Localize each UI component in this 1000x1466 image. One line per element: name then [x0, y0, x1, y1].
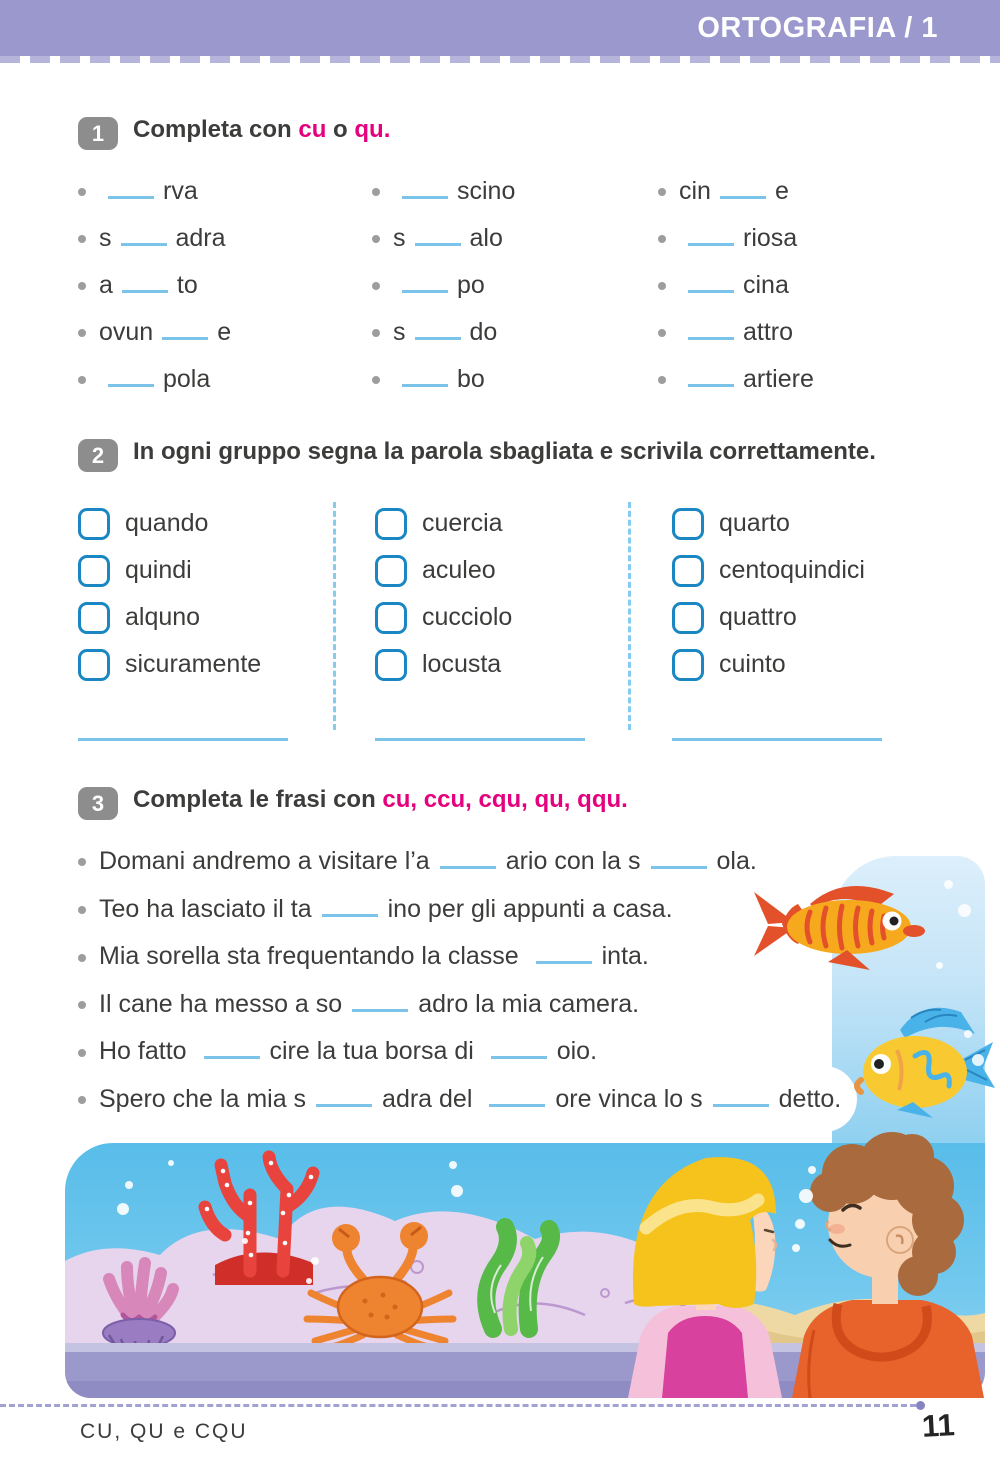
footer-topic: CU, QU e CQU [80, 1420, 248, 1443]
word-text: e [774, 177, 789, 205]
answer-blank[interactable] [352, 1004, 408, 1012]
word-group [672, 500, 882, 741]
sentence-text: detto. [778, 1084, 842, 1113]
checkbox-item [78, 594, 288, 641]
word-item [78, 309, 231, 356]
page-title: ORTOGRAFIA / 1 [697, 12, 938, 44]
word-text: cin [679, 177, 711, 205]
word-item [658, 215, 814, 262]
checkbox-item [375, 500, 585, 547]
bullet-dot [78, 188, 86, 196]
bullet-dot [78, 858, 86, 866]
sentence-text: adra del [382, 1084, 480, 1113]
checkbox-item [672, 547, 882, 594]
word-text: bo [457, 365, 485, 393]
word-text: artiere [743, 365, 814, 393]
word-text: adra [175, 224, 226, 252]
word-item [658, 309, 814, 356]
group-divider [628, 502, 631, 730]
word-text: s [393, 224, 406, 252]
word-group [78, 500, 288, 741]
answer-blank[interactable] [688, 285, 734, 293]
word-text: s [393, 318, 406, 346]
bullet-dot [78, 1096, 86, 1104]
word-item [78, 215, 231, 262]
title-text: ccu, [423, 786, 472, 813]
answer-blank[interactable] [108, 379, 154, 387]
answer-blank[interactable] [402, 379, 448, 387]
checkbox-item [375, 594, 585, 641]
answer-blank[interactable] [688, 379, 734, 387]
title-text: cqu, [478, 786, 528, 813]
sentence-text: Domani andremo a visitare l’a [99, 847, 430, 875]
checkbox[interactable] [78, 649, 110, 681]
sentence [78, 1028, 1000, 1076]
checkbox[interactable] [375, 555, 407, 587]
checkbox-item [672, 500, 882, 547]
word-item [372, 356, 515, 403]
checkbox-label: cuercia [422, 509, 503, 537]
boy-character [792, 1132, 984, 1398]
word-text: scino [457, 177, 516, 205]
checkbox-item [78, 547, 288, 594]
bullet-dot [658, 376, 666, 384]
checkbox-item [375, 641, 585, 688]
checkbox[interactable] [672, 649, 704, 681]
sentence [78, 981, 1000, 1029]
bullet-dot [372, 282, 380, 290]
exercise3-sentences [78, 838, 1000, 1124]
answer-line[interactable] [672, 738, 882, 741]
word-column [658, 168, 814, 403]
exercise2-badge: 2 [78, 439, 118, 472]
sentence-text: oio. [556, 1037, 598, 1066]
bullet-dot [372, 376, 380, 384]
word-item [372, 309, 515, 356]
word-text: po [457, 271, 485, 299]
bullet-dot [78, 1049, 86, 1057]
checkbox-label: quarto [719, 509, 790, 537]
exercise2-groups [0, 500, 1000, 752]
answer-line[interactable] [78, 738, 288, 741]
exercise3-badge: 3 [78, 787, 118, 820]
word-item [372, 262, 515, 309]
bubbles-between-kids [792, 1166, 816, 1252]
checkbox-label: cuinto [719, 650, 786, 678]
answer-blank[interactable] [322, 909, 378, 917]
word-text: e [217, 318, 232, 346]
word-text: do [469, 318, 498, 346]
word-item [658, 262, 814, 309]
bullet-dot [372, 188, 380, 196]
word-item [658, 356, 814, 403]
sentence-text: Spero che la mia s [99, 1084, 307, 1113]
checkbox-item [672, 641, 882, 688]
word-column [372, 168, 515, 403]
group-divider [333, 502, 336, 730]
sentence-text: ola. [716, 847, 757, 875]
title-text: cu [298, 116, 327, 143]
answer-blank[interactable] [720, 191, 766, 199]
answer-blank[interactable] [415, 238, 461, 246]
bullet-dot [78, 329, 86, 337]
answer-blank[interactable] [121, 238, 167, 246]
page-number: 11 [921, 1407, 956, 1444]
word-item [372, 215, 515, 262]
checkbox-label: sicuramente [125, 650, 262, 678]
exercise1-title [78, 116, 390, 150]
title-text: Completa con [133, 116, 299, 143]
bullet-dot [658, 282, 666, 290]
sentence-text: ario con la s [505, 847, 641, 875]
answer-blank[interactable] [688, 332, 734, 340]
word-text: alo [469, 224, 503, 252]
girl-character [628, 1157, 782, 1398]
bullet-dot [658, 235, 666, 243]
title-text: In ogni gruppo segna la parola sbagliata e scrivila correttamente. [133, 438, 876, 465]
sentence-text: Teo ha lasciato il ta [99, 894, 312, 923]
checkbox-item [78, 641, 288, 688]
checkbox[interactable] [78, 555, 110, 587]
footer-dashed-line [0, 1404, 916, 1407]
word-text: riosa [743, 224, 798, 252]
checkbox[interactable] [78, 602, 110, 634]
checkbox-item [78, 500, 288, 547]
answer-blank[interactable] [204, 1051, 260, 1059]
word-item [658, 168, 814, 215]
sentence [78, 933, 1000, 981]
checkbox-label: alquno [125, 603, 201, 631]
answer-blank[interactable] [316, 1099, 372, 1107]
exercise1-badge: 1 [78, 117, 118, 150]
answer-blank[interactable] [162, 332, 208, 340]
sentence [78, 886, 1000, 934]
word-text: rva [163, 177, 198, 205]
answer-blank[interactable] [402, 285, 448, 293]
answer-blank[interactable] [440, 861, 496, 869]
checkbox[interactable] [375, 602, 407, 634]
bullet-dot [658, 188, 666, 196]
bullet-dot [372, 329, 380, 337]
exercise3-title [78, 786, 628, 820]
word-item [78, 262, 231, 309]
sentence-text: Il cane ha messo a so [99, 989, 343, 1018]
bullet-dot [78, 954, 86, 962]
sentence-text: Ho fatto [99, 1037, 194, 1066]
children-watching [600, 1128, 1000, 1398]
answer-blank[interactable] [651, 861, 707, 869]
word-text: s [99, 224, 112, 252]
checkbox[interactable] [672, 555, 704, 587]
exercise1-word-grid [0, 168, 1000, 408]
word-text: to [176, 271, 198, 299]
bullet-dot [372, 235, 380, 243]
word-text: a [99, 271, 113, 299]
checkbox-label: aculeo [422, 556, 496, 584]
answer-blank[interactable] [536, 956, 592, 964]
title-text: qu, [534, 786, 571, 813]
sentence-text: Mia sorella sta frequentando la classe [99, 942, 526, 971]
checkbox[interactable] [78, 508, 110, 540]
bullet-dot [78, 282, 86, 290]
header-dashed-edge [0, 56, 1000, 63]
checkbox-item [672, 594, 882, 641]
bullet-dot [78, 906, 86, 914]
title-text [417, 786, 424, 813]
title-text: Completa le frasi con [133, 786, 383, 813]
checkbox-label: centoquindici [719, 556, 865, 584]
exercise2-title [78, 438, 876, 472]
word-item [78, 356, 231, 403]
word-text: ovun [99, 318, 154, 346]
sentence-text: inta. [601, 942, 649, 971]
answer-blank[interactable] [122, 285, 168, 293]
checkbox-label: quando [125, 509, 209, 537]
title-text: qqu. [577, 786, 628, 813]
word-item [78, 168, 231, 215]
title-text: . [383, 116, 391, 143]
answer-blank[interactable] [491, 1051, 547, 1059]
sentence-text: adro la mia camera. [418, 989, 640, 1018]
answer-blank[interactable] [688, 238, 734, 246]
bullet-dot [658, 329, 666, 337]
checkbox-label: cucciolo [422, 603, 513, 631]
sentence-text: ino per gli appunti a casa. [387, 894, 673, 923]
word-group [375, 500, 585, 741]
sentence-text: cire la tua borsa di [269, 1037, 481, 1066]
word-text: cina [743, 271, 789, 299]
answer-blank[interactable] [402, 191, 448, 199]
bullet-dot [78, 376, 86, 384]
title-text: o [326, 116, 355, 143]
bullet-dot [78, 235, 86, 243]
word-text: attro [743, 318, 794, 346]
checkbox-label: quindi [125, 556, 192, 584]
checkbox[interactable] [672, 602, 704, 634]
checkbox-item [375, 547, 585, 594]
answer-blank[interactable] [713, 1099, 769, 1107]
checkbox[interactable] [375, 649, 407, 681]
checkbox-label: locusta [422, 650, 502, 678]
bullet-dot [78, 1001, 86, 1009]
checkbox[interactable] [375, 508, 407, 540]
word-column [78, 168, 231, 403]
checkbox[interactable] [672, 508, 704, 540]
word-text: pola [163, 365, 211, 393]
title-text: cu, [382, 786, 418, 813]
title-text: qu [354, 116, 384, 143]
word-item [372, 168, 515, 215]
answer-blank[interactable] [489, 1099, 545, 1107]
checkbox-label: quattro [719, 603, 797, 631]
answer-blank[interactable] [415, 332, 461, 340]
answer-blank[interactable] [108, 191, 154, 199]
answer-line[interactable] [375, 738, 585, 741]
sentence [78, 838, 1000, 886]
sentence [78, 1076, 1000, 1124]
sentence-text: ore vinca lo s [555, 1084, 703, 1113]
